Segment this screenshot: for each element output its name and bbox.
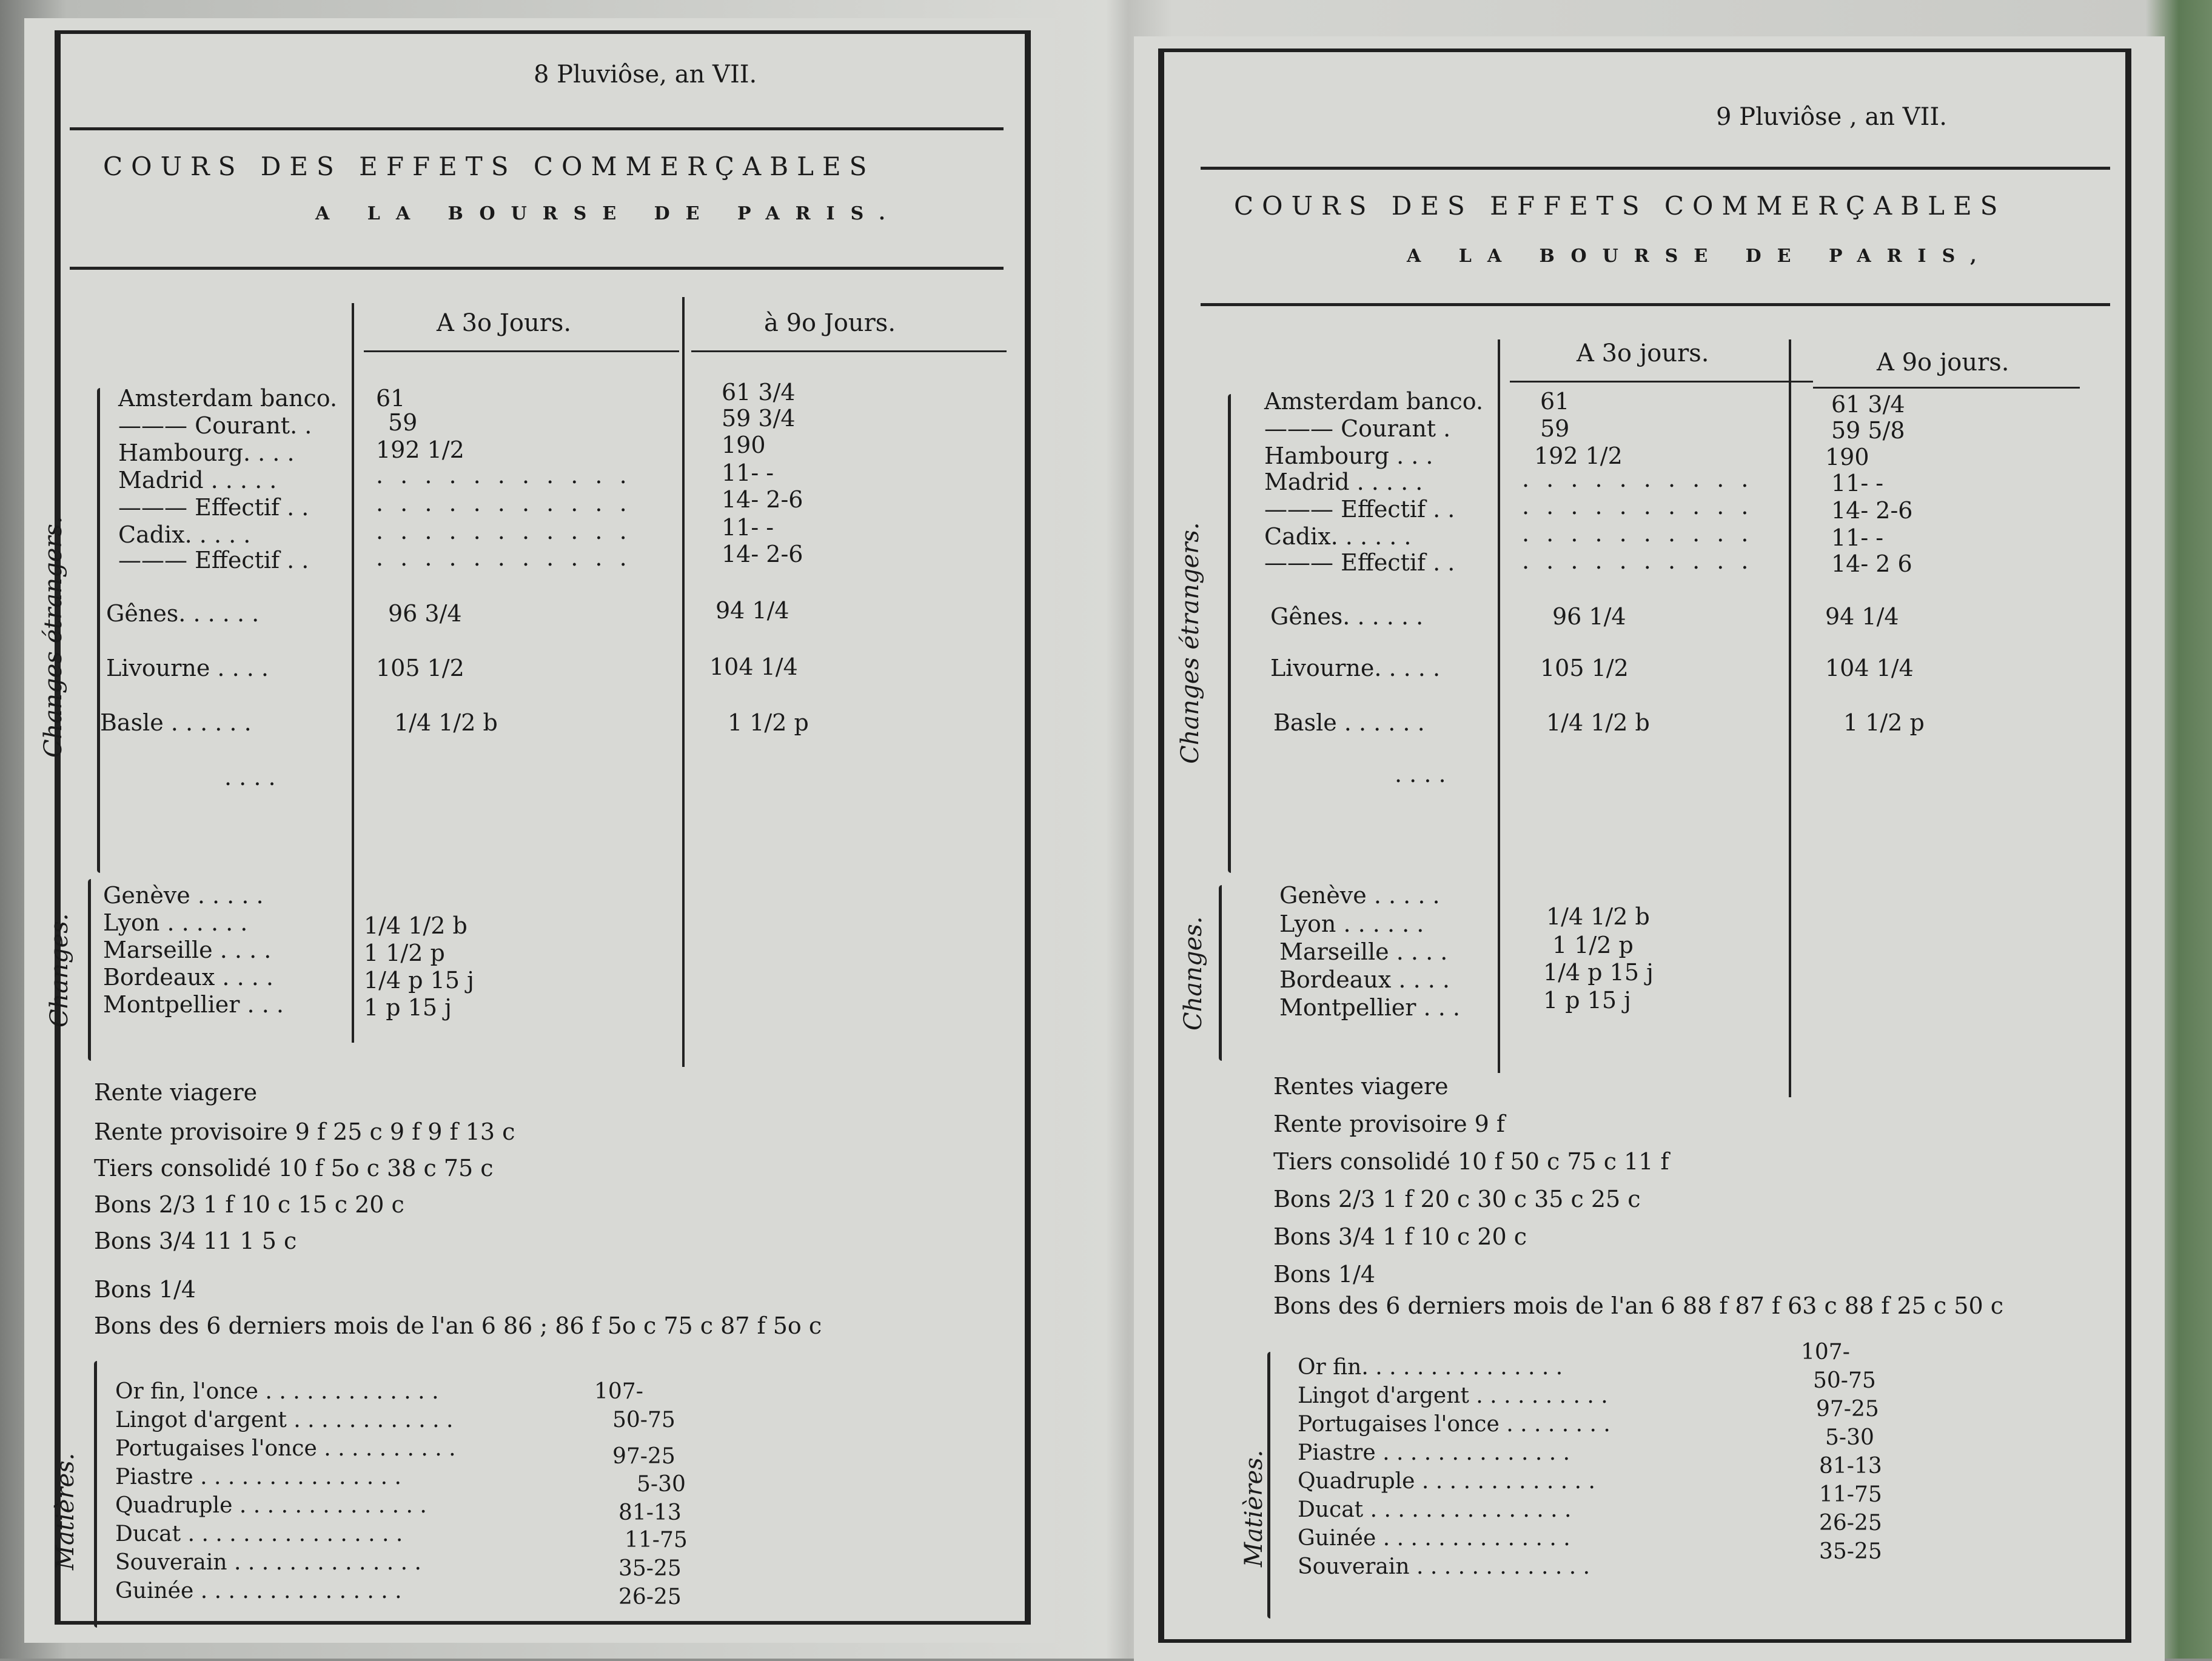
row-value-90: 11- - xyxy=(722,514,774,541)
row-name: Genève . . . . . xyxy=(103,882,264,909)
row-value-30: . . . . . . . . . . . xyxy=(376,518,632,544)
matiere-value: 107- xyxy=(594,1379,643,1404)
row-value-30: 1/4 1/2 b xyxy=(1546,709,1650,736)
rente-line: Rente provisoire 9 f 25 c 9 f 9 f 13 c xyxy=(94,1118,515,1145)
row-value-30: . . . . . . . . . . . xyxy=(376,544,632,571)
matiere-value: 81-13 xyxy=(1819,1454,1882,1479)
column-divider-2 xyxy=(682,297,685,1067)
row-value-90: 14- 2-6 xyxy=(722,541,803,567)
row-value-30: 1 p 15 j xyxy=(1543,987,1631,1014)
row-value-90: 190 xyxy=(722,432,766,458)
row-name: Montpellier . . . xyxy=(103,991,284,1018)
matiere-value: 50-75 xyxy=(612,1408,675,1432)
row-value-90: 104 1/4 xyxy=(1825,655,1914,681)
matiere-name: Lingot d'argent . . . . . . . . . . . . xyxy=(115,1408,454,1432)
row-name: Bordeaux . . . . xyxy=(103,964,273,991)
matiere-name: Or fin. . . . . . . . . . . . . . . xyxy=(1298,1355,1563,1380)
matiere-value: 26-25 xyxy=(1819,1511,1882,1536)
row-value-30: 1 p 15 j xyxy=(364,994,452,1021)
rente-line: Rente provisoire 9 f xyxy=(1273,1111,1505,1137)
label-changes: Changes. xyxy=(45,913,73,1028)
row-name: Amsterdam banco. xyxy=(118,385,338,412)
row-name: Cadix. . . . . . xyxy=(1264,523,1412,550)
row-name: Hambourg. . . . xyxy=(118,439,295,466)
row-value-30: . . . . . . . . . . xyxy=(1522,547,1754,574)
row-name: Bordeaux . . . . xyxy=(1279,966,1450,993)
matiere-name: Quadruple . . . . . . . . . . . . . xyxy=(1298,1469,1595,1494)
brace-changes xyxy=(1219,885,1222,1061)
brace-changes-etrangers xyxy=(1228,394,1231,873)
page-subtitle: A LA BOURSE DE PARIS. xyxy=(315,203,901,224)
row-value-30: 192 1/2 xyxy=(1534,443,1623,469)
row-name: ——— Effectif . . xyxy=(118,547,309,573)
row-value-30: . . . . . . . . . . . xyxy=(376,490,632,516)
rente-line: Rente viagere xyxy=(94,1079,258,1106)
row-value-90: 14- 2 6 xyxy=(1831,550,1912,577)
row-value-30: 1/4 1/2 b xyxy=(394,709,498,736)
matiere-name: Or fin, l'once . . . . . . . . . . . . . xyxy=(115,1379,439,1404)
row-value-30: 105 1/2 xyxy=(1540,655,1629,681)
matiere-value: 107- xyxy=(1801,1340,1850,1365)
label-matieres: Matières. xyxy=(52,1452,79,1570)
row-value-30: 61 xyxy=(376,385,406,412)
matiere-name: Piastre . . . . . . . . . . . . . . . xyxy=(115,1465,401,1489)
matiere-value: 35-25 xyxy=(618,1556,682,1581)
row-value-90: 11- - xyxy=(1831,470,1884,496)
header-rule xyxy=(1201,167,2110,170)
row-value-30: 1 1/2 p xyxy=(364,940,445,966)
row-name: Marseille . . . . xyxy=(1279,938,1448,965)
right-page xyxy=(1134,36,2165,1661)
row-name: Gênes. . . . . . xyxy=(106,600,260,627)
row-name: Marseille . . . . xyxy=(103,937,272,963)
rente-line: Bons 3/4 11 1 5 c xyxy=(94,1228,297,1254)
row-value-30: 96 3/4 xyxy=(388,600,462,627)
row-value-30: 59 xyxy=(1540,415,1570,442)
column-header-30: A 3o jours. xyxy=(1577,339,1709,367)
col-rule-90 xyxy=(691,350,1007,352)
row-value-30: 59 xyxy=(388,409,418,436)
row-value-90: 61 3/4 xyxy=(722,379,796,406)
row-value-90: 14- 2-6 xyxy=(1831,497,1913,524)
rente-line: Bons 1/4 xyxy=(1273,1261,1376,1288)
matiere-name: Piastre . . . . . . . . . . . . . . xyxy=(1298,1440,1570,1465)
matiere-name: Lingot d'argent . . . . . . . . . . xyxy=(1298,1383,1608,1408)
matiere-name: Guinée . . . . . . . . . . . . . . xyxy=(1298,1526,1570,1551)
title-rule xyxy=(1201,303,2110,306)
brace-matieres xyxy=(94,1361,97,1628)
row-name: . . . . xyxy=(1395,761,1446,787)
row-name: Madrid . . . . . xyxy=(1264,469,1423,495)
page-date: 9 Pluviôse , an VII. xyxy=(1716,103,1947,131)
page-date: 8 Pluviôse, an VII. xyxy=(534,61,757,89)
label-changes: Changes. xyxy=(1179,916,1207,1031)
row-name: Lyon . . . . . . xyxy=(103,909,248,936)
row-value-90: 1 1/2 p xyxy=(1843,709,1925,736)
row-value-90: 190 xyxy=(1825,444,1869,470)
rente-line: Tiers consolidé 10 f 50 c 75 c 11 f xyxy=(1273,1148,1669,1175)
row-name: ——— Courant . xyxy=(1264,415,1451,442)
row-name: Basle . . . . . . xyxy=(1273,709,1425,736)
rente-line: Bons 1/4 xyxy=(94,1276,196,1303)
row-name: Hambourg . . . xyxy=(1264,443,1433,469)
matiere-value: 11-75 xyxy=(1819,1482,1882,1507)
matiere-value: 50-75 xyxy=(1813,1368,1876,1393)
row-name: . . . . xyxy=(224,764,276,790)
column-divider-1 xyxy=(1498,339,1500,1073)
rente-line: Bons 2/3 1 f 20 c 30 c 35 c 25 c xyxy=(1273,1186,1641,1212)
page-subtitle: A LA BOURSE DE PARIS, xyxy=(1407,246,1992,267)
matiere-name: Souverain . . . . . . . . . . . . . xyxy=(1298,1554,1590,1579)
row-name: Genève . . . . . xyxy=(1279,882,1440,909)
page-title: COURS DES EFFETS COMMERÇABLES xyxy=(1234,191,2006,221)
matiere-value: 81-13 xyxy=(618,1500,682,1525)
matiere-value: 35-25 xyxy=(1819,1539,1882,1564)
matiere-name: Ducat . . . . . . . . . . . . . . . xyxy=(1298,1497,1572,1522)
rente-line: Rentes viagere xyxy=(1273,1073,1449,1100)
title-rule xyxy=(70,267,1004,270)
matiere-value: 97-25 xyxy=(612,1444,675,1469)
column-divider-1 xyxy=(352,303,354,1043)
matiere-value: 26-25 xyxy=(618,1585,682,1609)
col-rule-30 xyxy=(364,350,679,352)
row-name: Amsterdam banco. xyxy=(1264,388,1484,415)
label-changes-etrangers: Changes étrangers. xyxy=(39,516,67,758)
row-name: Livourne . . . . xyxy=(106,655,269,681)
left-page xyxy=(24,18,1055,1643)
matiere-name: Ducat . . . . . . . . . . . . . . . . xyxy=(115,1522,403,1546)
row-name: Gênes. . . . . . xyxy=(1270,603,1424,630)
col-rule-30 xyxy=(1510,381,1813,383)
matiere-name: Guinée . . . . . . . . . . . . . . . xyxy=(115,1579,402,1603)
page-title: COURS DES EFFETS COMMERÇABLES xyxy=(103,152,876,181)
row-value-30: 61 xyxy=(1540,388,1570,415)
row-value-30: 1/4 p 15 j xyxy=(1543,959,1654,986)
row-value-90: 11- - xyxy=(1831,524,1884,551)
row-name: ——— Effectif . . xyxy=(1264,496,1455,523)
rente-line: Tiers consolidé 10 f 5o c 38 c 75 c xyxy=(94,1155,494,1181)
row-name: Livourne. . . . . xyxy=(1270,655,1441,681)
row-value-30: . . . . . . . . . . xyxy=(1522,466,1754,492)
row-name: ——— Effectif . . xyxy=(1264,549,1455,576)
row-value-30: . . . . . . . . . . . xyxy=(376,462,632,489)
matiere-value: 11-75 xyxy=(625,1528,688,1552)
row-value-30: . . . . . . . . . . xyxy=(1522,520,1754,547)
matiere-name: Souverain . . . . . . . . . . . . . . xyxy=(115,1550,421,1575)
row-value-30: 192 1/2 xyxy=(376,436,464,463)
matiere-name: Quadruple . . . . . . . . . . . . . . xyxy=(115,1493,427,1518)
col-rule-90 xyxy=(1813,387,2080,389)
brace-changes-etrangers xyxy=(97,388,100,873)
column-header-30: A 3o Jours. xyxy=(437,309,572,337)
column-header-90: à 9o Jours. xyxy=(764,309,896,337)
row-value-30: 96 1/4 xyxy=(1552,603,1626,630)
row-name: ——— Courant. . xyxy=(118,412,312,439)
rente-line: Bons des 6 derniers mois de l'an 6 88 f 87 f 63 c 88 f 25 c 50 c xyxy=(1273,1292,2003,1319)
matiere-name: Portugaises l'once . . . . . . . . . . xyxy=(115,1436,456,1461)
row-value-90: 59 3/4 xyxy=(722,405,796,432)
row-value-30: . . . . . . . . . . xyxy=(1522,493,1754,520)
row-name: Montpellier . . . xyxy=(1279,994,1460,1021)
row-name: Madrid . . . . . xyxy=(118,467,277,493)
row-value-90: 1 1/2 p xyxy=(728,709,809,736)
matiere-name: Portugaises l'once . . . . . . . . xyxy=(1298,1412,1610,1437)
row-name: Cadix. . . . . xyxy=(118,521,251,548)
rente-line: Bons 3/4 1 f 10 c 20 c xyxy=(1273,1223,1527,1250)
row-value-30: 105 1/2 xyxy=(376,655,464,681)
row-value-90: 14- 2-6 xyxy=(722,486,803,513)
column-header-90: A 9o jours. xyxy=(1877,349,2009,376)
row-value-90: 104 1/4 xyxy=(709,653,798,680)
row-name: Lyon . . . . . . xyxy=(1279,911,1424,937)
row-name: Basle . . . . . . xyxy=(100,709,252,736)
rente-line: Bons des 6 derniers mois de l'an 6 86 ; 86 f 5o c 75 c 87 f 5o c xyxy=(94,1312,822,1339)
header-rule xyxy=(70,127,1004,130)
brace-changes xyxy=(88,879,91,1061)
matiere-value: 5-30 xyxy=(1825,1425,1874,1450)
row-name: ——— Effectif . . xyxy=(118,494,309,521)
label-changes-etrangers: Changes étrangers. xyxy=(1176,522,1204,764)
row-value-90: 11- - xyxy=(722,460,774,486)
matiere-value: 5-30 xyxy=(637,1472,686,1497)
row-value-30: 1 1/2 p xyxy=(1552,932,1634,958)
row-value-90: 59 5/8 xyxy=(1831,417,1905,444)
row-value-30: 1/4 p 15 j xyxy=(364,967,474,994)
label-matieres: Matières. xyxy=(1240,1449,1268,1567)
row-value-90: 94 1/4 xyxy=(1825,603,1899,630)
column-divider-2 xyxy=(1789,339,1791,1097)
row-value-30: 1/4 1/2 b xyxy=(364,912,468,939)
rente-line: Bons 2/3 1 f 10 c 15 c 20 c xyxy=(94,1191,404,1218)
row-value-90: 94 1/4 xyxy=(716,597,789,624)
row-value-30: 1/4 1/2 b xyxy=(1546,903,1650,930)
row-value-90: 61 3/4 xyxy=(1831,391,1905,418)
matiere-value: 97-25 xyxy=(1816,1397,1879,1422)
